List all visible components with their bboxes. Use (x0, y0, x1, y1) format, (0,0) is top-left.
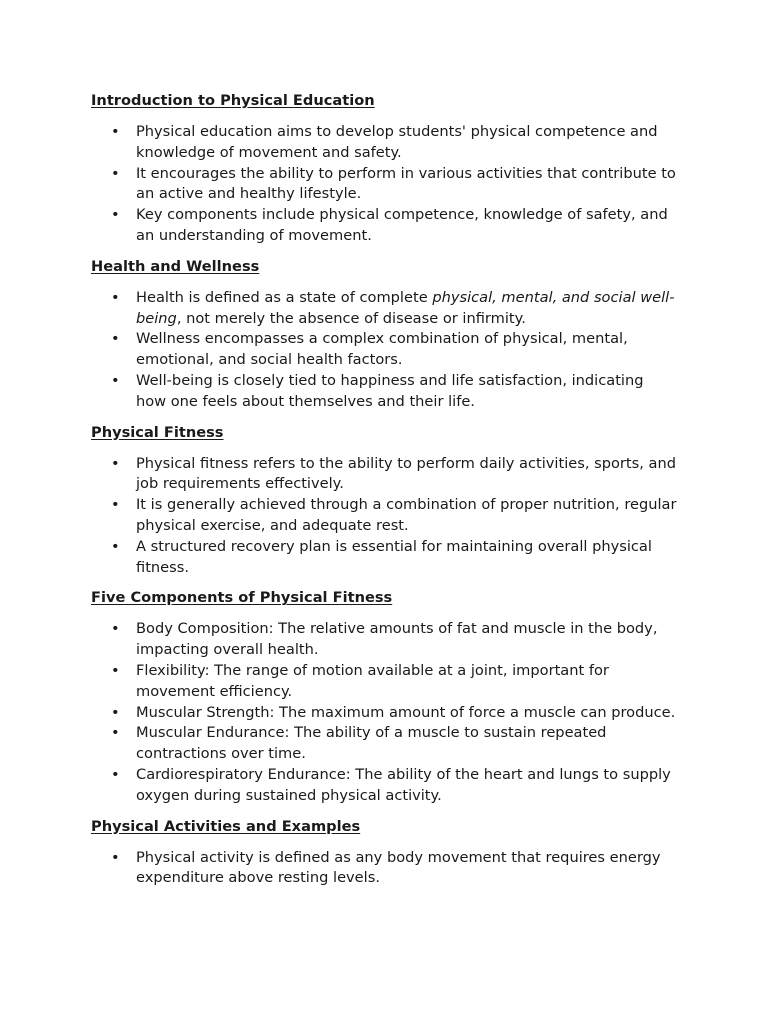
bullet-icon: • (111, 724, 120, 742)
bullet-icon: • (111, 661, 120, 679)
list-item-text: Physical activity is defined as any body movement that requires energy expenditure above resting levels. (136, 848, 661, 887)
list-item-text: Muscular Strength: The maximum amount of force a muscle can produce. (136, 703, 676, 721)
list-item (91, 495, 678, 537)
list-item-text: Physical education aims to develop students' physical competence and knowledge of movement and safety. (136, 123, 658, 161)
list-item (91, 122, 678, 164)
list-item-text-start: Health is defined as a state of complete (136, 288, 433, 306)
list-item-text: It encourages the ability to perform in various activities that contribute to an active and healthy lifestyle. (136, 164, 676, 203)
bullet-icon: • (111, 164, 120, 182)
list-item (91, 329, 678, 371)
bullet-list-fitness (91, 454, 678, 579)
list-item-text: Muscular Endurance: The ability of a muscle to sustain repeated contractions over time. (136, 724, 607, 763)
list-item (91, 848, 678, 890)
list-item-text: A structured recovery plan is essential for maintaining overall physical fitness. (136, 537, 652, 576)
bullet-icon: • (111, 454, 120, 472)
list-item-text: Key components include physical competence, knowledge of safety, and an understanding of movement. (136, 206, 668, 244)
list-item (91, 765, 678, 807)
bullet-list-health (91, 288, 678, 413)
list-item (91, 619, 678, 661)
list-item (91, 164, 678, 206)
bullet-list-components (91, 619, 678, 806)
bullet-icon: • (111, 765, 120, 783)
list-item-text-end: , not merely the absence of disease or infirmity. (176, 309, 526, 327)
list-item-text: Cardiorespiratory Endurance: The ability of the heart and lungs to supply oxygen during sustained physical activity. (136, 765, 671, 804)
bullet-icon: • (111, 206, 120, 224)
list-item (91, 703, 678, 724)
list-item (91, 205, 678, 247)
bullet-icon: • (111, 496, 120, 514)
list-item-text: Wellness encompasses a complex combination of physical, mental, emotional, and social health factors. (136, 330, 628, 369)
bullet-icon: • (111, 537, 120, 555)
list-item (91, 371, 678, 413)
list-item-text: Well-being is closely tied to happiness and life satisfaction, indicating how one feels about themselves and their life. (136, 371, 644, 410)
bullet-icon: • (111, 288, 120, 306)
list-item-text: Flexibility: The range of motion available at a joint, important for movement efficiency. (136, 661, 609, 700)
list-item (91, 454, 678, 496)
list-item-text: It is generally achieved through a combination of proper nutrition, regular physical exercise, and adequate rest. (136, 496, 677, 534)
section-heading-fitness: Physical Fitness (91, 423, 224, 441)
bullet-icon: • (111, 848, 120, 866)
list-item-text: Physical fitness refers to the ability to perform daily activities, sports, and job requirements effectively. (136, 454, 676, 493)
bullet-icon: • (111, 330, 120, 348)
bullet-icon: • (111, 371, 120, 389)
bullet-list-intro (91, 122, 678, 247)
section-heading-health: Health and Wellness (91, 257, 260, 275)
bullet-icon: • (111, 123, 120, 140)
bullet-icon: • (111, 620, 120, 638)
list-item (91, 723, 678, 765)
list-item (91, 537, 678, 579)
list-item (91, 288, 678, 330)
list-item-text: Body Composition: The relative amounts of fat and muscle in the body, impacting overall health. (136, 620, 658, 659)
list-item-text-italic: physical, mental, and social well-being (136, 288, 675, 327)
section-heading-components: Five Components of Physical Fitness (91, 589, 393, 607)
section-heading-intro: Introduction to Physical Education (91, 92, 375, 109)
bullet-icon: • (111, 703, 120, 721)
bullet-list-activities (91, 848, 678, 890)
section-heading-activities: Physical Activities and Examples (91, 817, 361, 835)
list-item (91, 661, 678, 703)
